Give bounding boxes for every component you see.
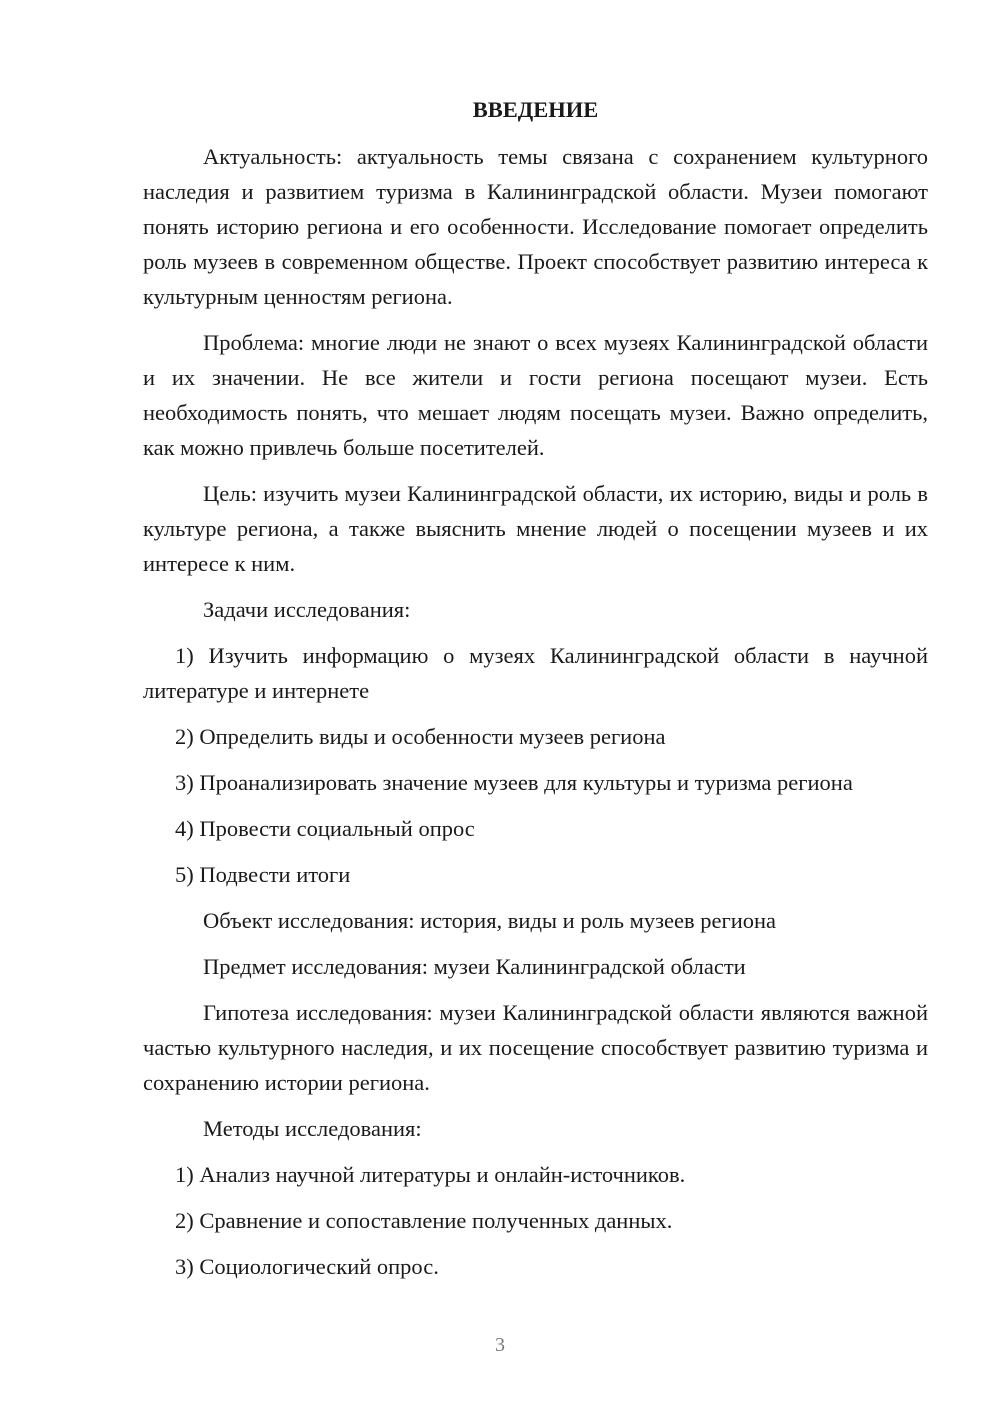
goal-paragraph: Цель: изучить музеи Калининградской области, их историю, виды и роль в культуре региона, а также выяснить мнение людей о посещении музеев и их интересе к ним. xyxy=(143,481,928,576)
method-item: 1) Анализ научной литературы и онлайн-источников. xyxy=(175,1162,686,1187)
task-item: 3) Проанализировать значение музеев для культуры и туризма региона xyxy=(175,770,853,795)
task-item: 5) Подвести итоги xyxy=(175,862,351,887)
methods-title: Методы исследования: xyxy=(203,1116,422,1141)
task-item: 4) Провести социальный опрос xyxy=(175,816,475,841)
relevance-paragraph: Актуальность: актуальность темы связана с сохранением культурного наследия и развитием туризма в Калининградской области. Музеи помогают понять историю региона и его особенности. Исследование помогает определить роль музеев в современном обществе. Проект способствует развитию интереса к культурным ценностям региона. xyxy=(143,144,928,309)
problem-paragraph: Проблема: многие люди не знают о всех музеях Калининградской области и их значении. Не все жители и гости региона посещают музеи. Есть необходимость понять, что мешает людям посещать музеи. Важно определить, как можно привлечь больше посетителей. xyxy=(143,330,928,460)
method-item: 3) Социологический опрос. xyxy=(175,1254,439,1279)
object-line: Объект исследования: история, виды и роль музеев региона xyxy=(203,908,777,933)
task-item: 2) Определить виды и особенности музеев региона xyxy=(175,724,666,749)
page-number: 3 xyxy=(495,1334,505,1356)
task-item: 1) Изучить информацию о музеях Калининградской области в научной литературе и интернете xyxy=(143,643,928,703)
method-item: 2) Сравнение и сопоставление полученных данных. xyxy=(175,1208,673,1233)
document-page xyxy=(143,92,928,1295)
section-heading: ВВЕДЕНИЕ xyxy=(472,97,599,122)
tasks-title: Задачи исследования: xyxy=(203,597,411,622)
hypothesis-paragraph: Гипотеза исследования: музеи Калининградской области являются важной частью культурного наследия, и их посещение способствует развитию туризма и сохранению истории региона. xyxy=(143,1000,928,1095)
subject-line: Предмет исследования: музеи Калининградской области xyxy=(203,954,746,979)
